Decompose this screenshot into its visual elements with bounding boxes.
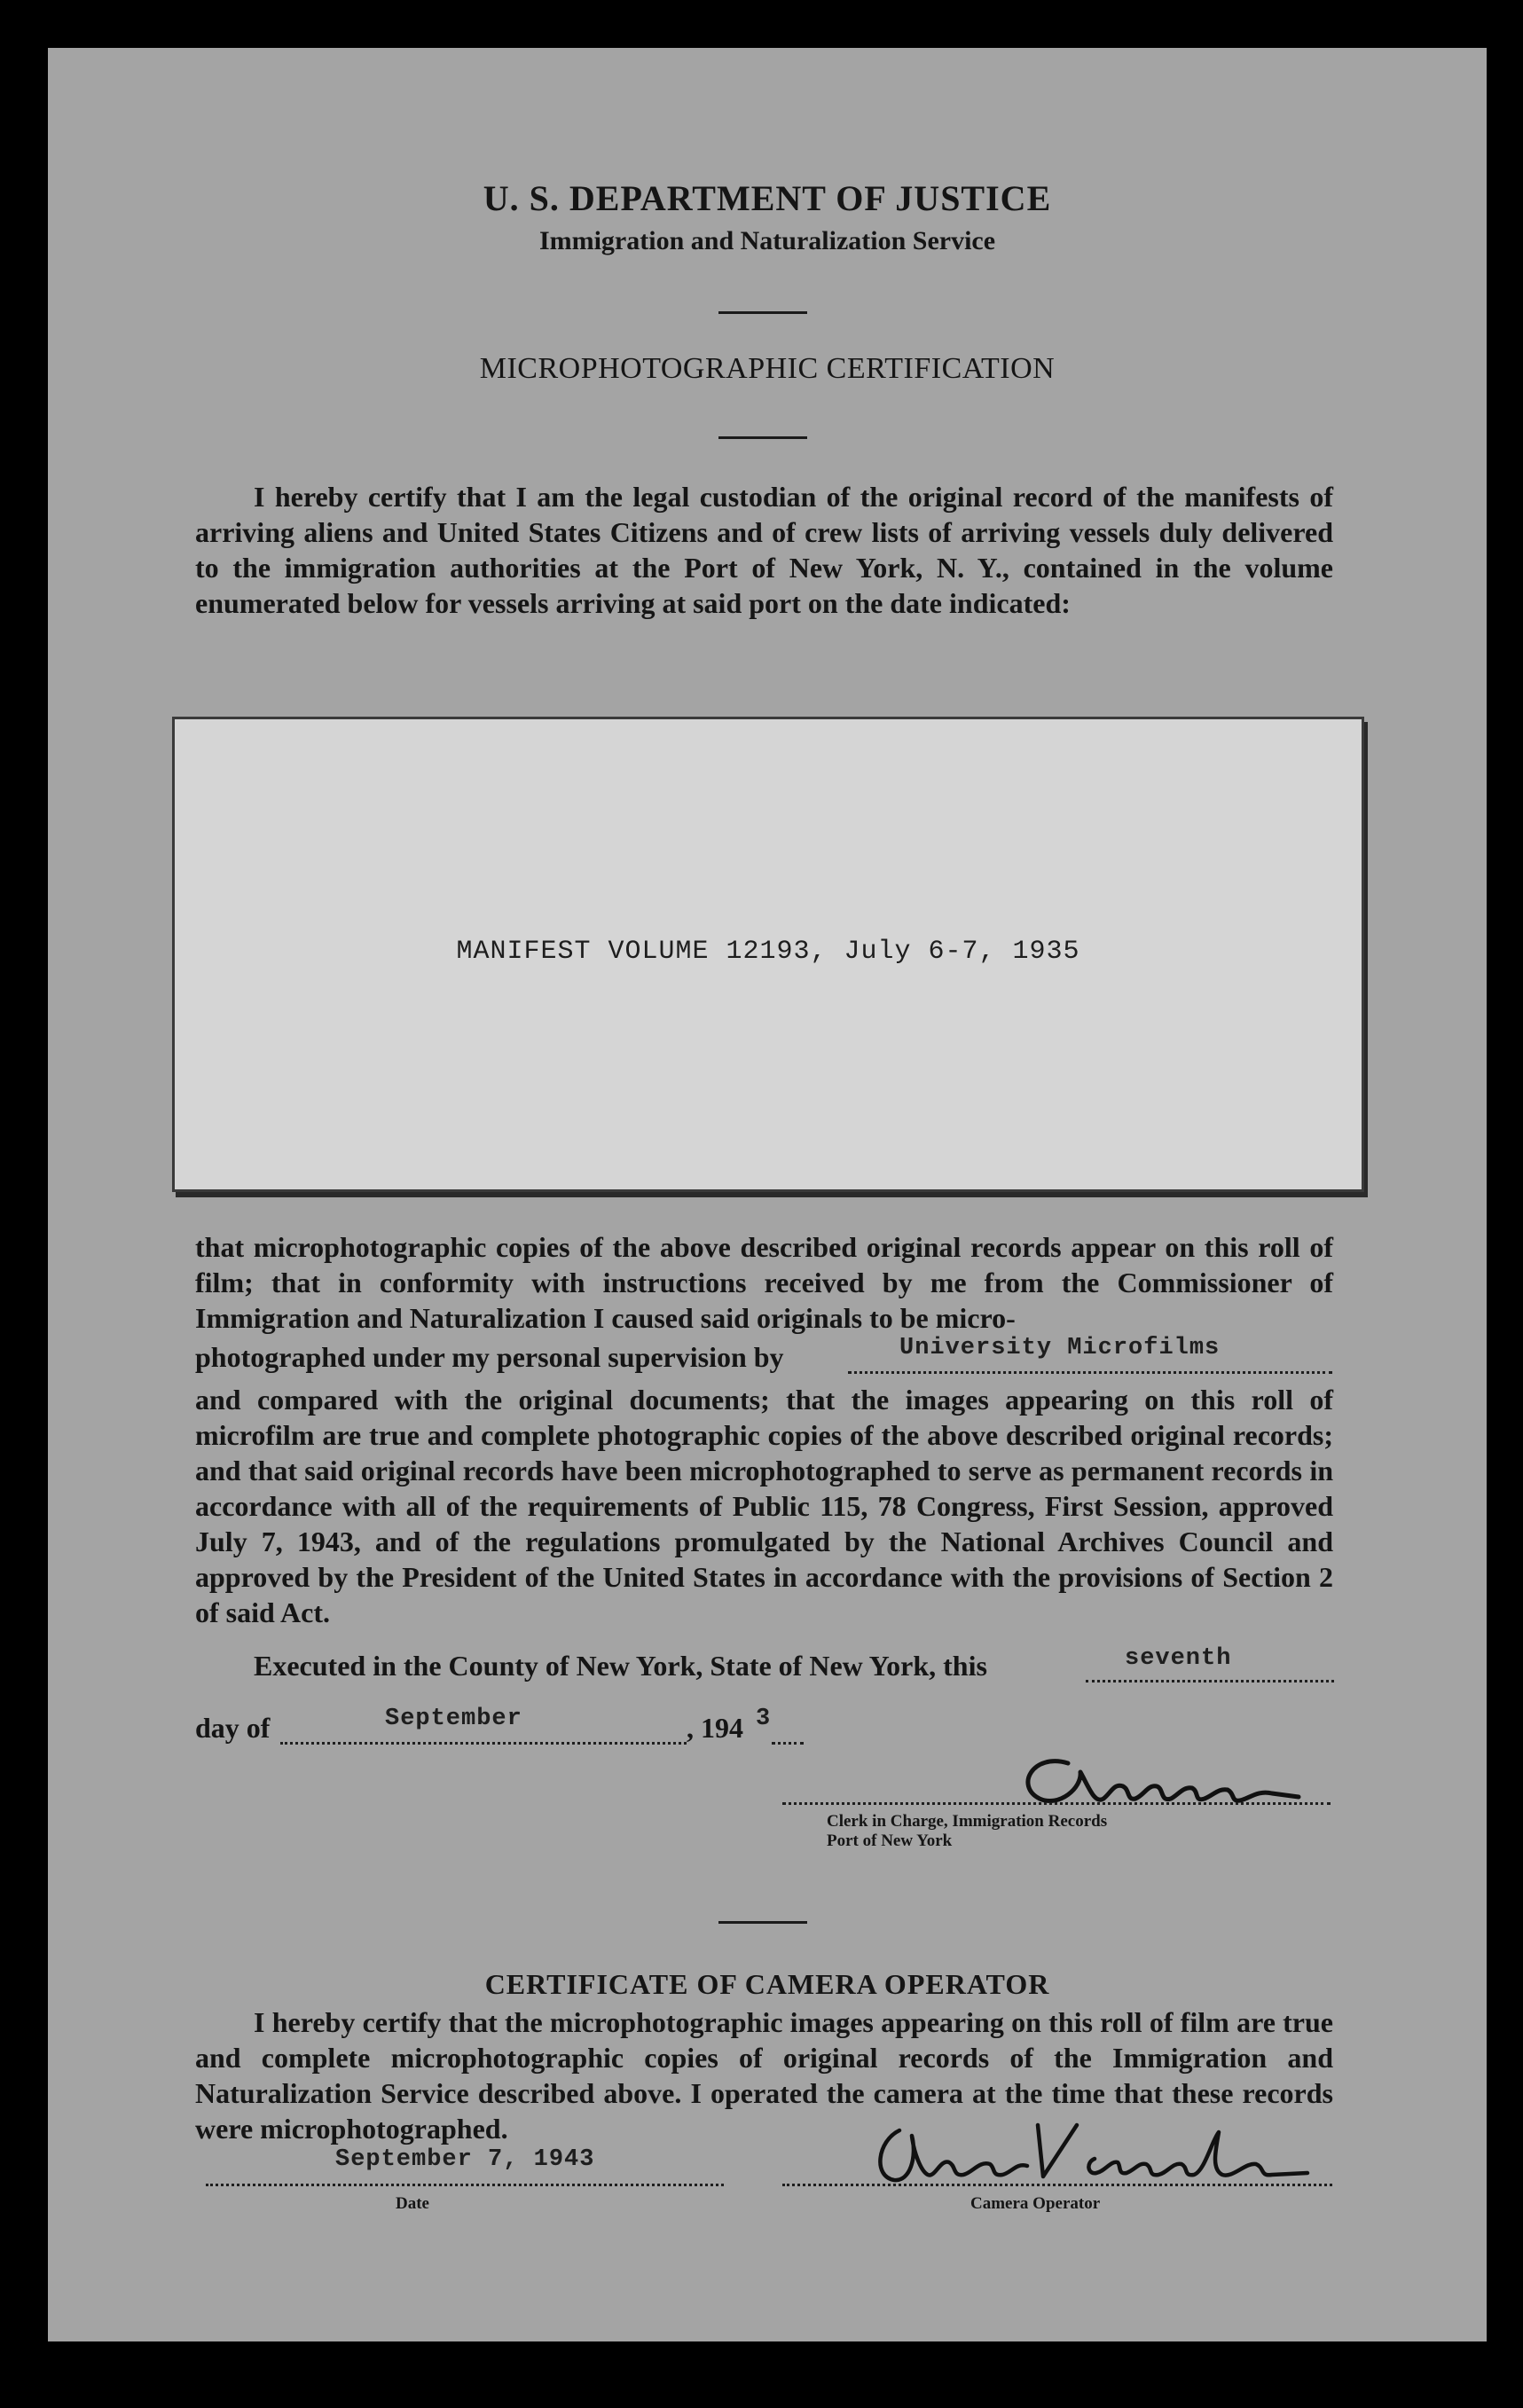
volume-text: MANIFEST VOLUME 12193, July 6-7, 1935 (456, 937, 1080, 967)
divider-rule (718, 1921, 807, 1924)
certification-title: MICROPHOTOGRAPHIC CERTIFICATION (479, 352, 1056, 385)
executed-label: Executed in the County of New York, State of New York, this (254, 1650, 987, 1682)
body-paragraph-part2 (195, 1382, 1333, 1630)
body-text-1: that microphotographic copies of the above described original records appear on this roll of film; that in conformity with instructions received by me from the Commissioner of Immigration and Naturalization I caused said originals to be micro- (195, 1231, 1333, 1334)
divider-rule (718, 311, 807, 314)
body-text-2: and compared with the original documents; that the images appearing on this roll of microfilm are true and complete photographic copies of the above described original records; and that said original records have been microphotographed to serve as permanent records in accordance with all of the requirements of Public 115, 78 Congress, First Session, approved July 7, 1943, and of the regulations promulgated by the National Archives Council and approved by the President of the United States in accordance with the provisions of Section 2 of said Act. (195, 1384, 1333, 1628)
camera-operator-label: Camera Operator (970, 2194, 1101, 2213)
year-line (772, 1742, 804, 1745)
photographed-by-line (848, 1371, 1332, 1374)
department-heading: U. S. DEPARTMENT OF JUSTICE (483, 178, 1052, 218)
camera-certificate-title: CERTIFICATE OF CAMERA OPERATOR (484, 1968, 1050, 2000)
date-line (206, 2184, 724, 2186)
camera-certificate-text: I hereby certify that the microphotographic images appearing on this roll of film are true and complete microphotographic copies of original records of the Immigration and Naturalization Service described above. I operated the camera at the time that these records were microphotographed. (195, 2006, 1333, 2145)
intro-text: I hereby certify that I am the legal custodian of the original record of the manifests of arriving aliens and United States Citizens and of crew lists of arriving vessels duly delivered to the immigration authorities at the Port of New York, N. Y., contained in the volume enumerated below for vessels arriving at said port on the date indicated: (195, 481, 1333, 619)
clerk-title-2: Port of New York (827, 1831, 953, 1850)
day-of-label: day of (195, 1712, 271, 1744)
certification-sheet (48, 48, 1487, 2341)
camera-operator-signature (828, 2106, 1325, 2194)
month-line (280, 1742, 687, 1745)
divider-rule (718, 436, 807, 439)
year-digit: 3 (756, 1706, 772, 1732)
photographed-by-value: University Microfilms (899, 1335, 1221, 1361)
clerk-title-1: Clerk in Charge, Immigration Records (827, 1812, 1108, 1831)
body-paragraph-part1 (195, 1229, 1333, 1336)
month-value: September (385, 1706, 522, 1732)
date-label: Date (396, 2194, 429, 2213)
date-value: September 7, 1943 (335, 2146, 595, 2173)
service-subheading: Immigration and Naturalization Service (538, 226, 996, 255)
year-prefix: , 194 (687, 1712, 743, 1744)
intro-paragraph (195, 479, 1333, 621)
photographed-by-label: photographed under my personal supervision by (195, 1341, 784, 1373)
executed-day-value: seventh (1125, 1645, 1232, 1672)
executed-day-line (1086, 1680, 1334, 1682)
operator-signature-line (782, 2184, 1332, 2186)
clerk-signature-line (782, 1802, 1331, 1805)
volume-box (172, 717, 1364, 1192)
